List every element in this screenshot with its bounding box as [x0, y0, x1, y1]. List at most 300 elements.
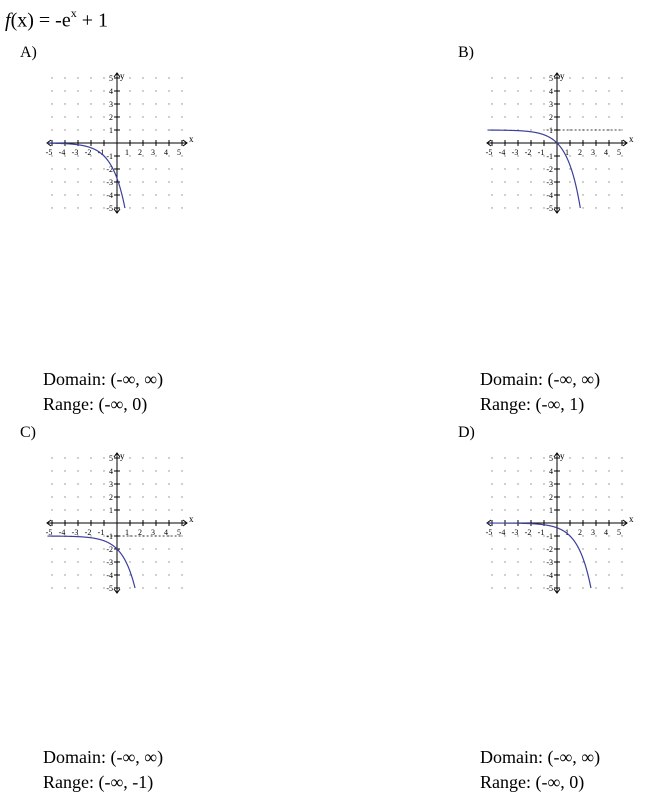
grid-dot: [517, 168, 518, 169]
x-tick-label: 3: [591, 528, 595, 537]
grid-dot: [582, 457, 583, 458]
grid-dot: [129, 548, 130, 549]
grid-dot: [142, 155, 143, 156]
grid-dot: [517, 561, 518, 562]
grid-dot: [129, 535, 130, 536]
x-tick-label: 1: [565, 148, 569, 157]
option-c-label[interactable]: C): [20, 424, 36, 441]
grid-dot: [155, 483, 156, 484]
grid-dot: [569, 483, 570, 484]
grid-dot: [491, 587, 492, 588]
grid-dot: [608, 90, 609, 91]
grid-dot: [64, 548, 65, 549]
option-a-domain: Domain: (-∞, ∞): [43, 369, 164, 389]
grid-dot: [491, 509, 492, 510]
y-tick-label: -5: [546, 584, 553, 593]
grid-dot: [129, 587, 130, 588]
grid-dot: [621, 103, 622, 104]
y-tick-label: -2: [106, 165, 113, 174]
grid-dot: [90, 483, 91, 484]
option-c-info: [43, 745, 163, 795]
grid-dot: [608, 168, 609, 169]
grid-dot: [491, 77, 492, 78]
grid-dot: [64, 509, 65, 510]
grid-dot: [569, 561, 570, 562]
grid-dot: [582, 168, 583, 169]
grid-dot: [77, 116, 78, 117]
grid-dot: [168, 496, 169, 497]
grid-dot: [64, 574, 65, 575]
grid-dot: [129, 90, 130, 91]
grid-dot: [582, 496, 583, 497]
grid-dot: [582, 574, 583, 575]
grid-dot: [543, 116, 544, 117]
grid-dot: [142, 181, 143, 182]
y-tick-label: 5: [109, 74, 113, 83]
grid-dot: [142, 90, 143, 91]
grid-dot: [181, 561, 182, 562]
grid-dot: [168, 561, 169, 562]
grid-dot: [491, 181, 492, 182]
grid-dot: [543, 483, 544, 484]
grid-dot: [608, 548, 609, 549]
grid-dot: [142, 103, 143, 104]
grid-dot: [168, 103, 169, 104]
grid-dot: [90, 90, 91, 91]
grid-dot: [621, 207, 622, 208]
grid-dot: [181, 457, 182, 458]
function-equals: = -e: [33, 9, 71, 32]
grid-dot: [51, 470, 52, 471]
x-tick-label: 5: [177, 148, 181, 157]
grid-dot: [103, 548, 104, 549]
grid-dot: [181, 470, 182, 471]
grid-dot: [595, 496, 596, 497]
grid-dot: [504, 457, 505, 458]
x-tick-label: -1: [97, 528, 105, 537]
grid-dot: [530, 483, 531, 484]
grid-dot: [595, 483, 596, 484]
grid-dot: [51, 548, 52, 549]
y-tick-label: 4: [109, 467, 113, 476]
grid-dot: [595, 587, 596, 588]
grid-dot: [530, 168, 531, 169]
x-tick-label: 5: [617, 148, 621, 157]
grid-dot: [517, 181, 518, 182]
grid-dot: [181, 181, 182, 182]
option-d-graph: [480, 448, 640, 598]
grid-dot: [621, 90, 622, 91]
grid-dot: [530, 129, 531, 130]
x-tick-label: -2: [524, 148, 532, 157]
grid-dot: [142, 129, 143, 130]
grid-dot: [608, 181, 609, 182]
grid-dot: [155, 129, 156, 130]
grid-dot: [621, 181, 622, 182]
grid-dot: [168, 457, 169, 458]
x-tick-label: 3: [591, 148, 595, 157]
grid-dot: [491, 90, 492, 91]
grid-dot: [155, 509, 156, 510]
x-tick-label: 5: [177, 528, 181, 537]
grid-dot: [608, 535, 609, 536]
grid-dot: [504, 103, 505, 104]
grid-dot: [504, 90, 505, 91]
grid-dot: [543, 103, 544, 104]
grid-dot: [155, 470, 156, 471]
y-tick-label: -5: [106, 204, 113, 213]
grid-dot: [168, 116, 169, 117]
grid-dot: [517, 194, 518, 195]
grid-dot: [142, 77, 143, 78]
grid-dot: [168, 470, 169, 471]
grid-dot: [155, 548, 156, 549]
x-tick-label: 5: [617, 528, 621, 537]
grid-dot: [64, 103, 65, 104]
x-tick-label: -1: [97, 148, 105, 157]
grid-dot: [90, 129, 91, 130]
grid-dot: [569, 194, 570, 195]
grid-dot: [504, 509, 505, 510]
grid-dot: [51, 483, 52, 484]
grid-dot: [621, 574, 622, 575]
grid-dot: [103, 574, 104, 575]
grid-dot: [64, 483, 65, 484]
grid-dot: [155, 587, 156, 588]
grid-dot: [64, 207, 65, 208]
y-tick-label: 4: [109, 87, 113, 96]
x-tick-label: -5: [45, 148, 53, 157]
grid-dot: [155, 168, 156, 169]
grid-dot: [491, 574, 492, 575]
grid-dot: [90, 168, 91, 169]
grid-dot: [103, 116, 104, 117]
grid-dot: [51, 207, 52, 208]
grid-dot: [155, 181, 156, 182]
option-d-label[interactable]: D): [458, 424, 475, 441]
option-b-range: Range: (-∞, 1): [480, 394, 585, 414]
grid-dot: [64, 181, 65, 182]
grid-dot: [129, 103, 130, 104]
grid-dot: [103, 457, 104, 458]
grid-dot: [181, 483, 182, 484]
x-axis-label: x: [189, 134, 194, 144]
option-a-graph: [40, 68, 200, 218]
grid-dot: [129, 129, 130, 130]
grid-dot: [504, 116, 505, 117]
x-tick-label: 2: [138, 148, 142, 157]
grid-dot: [582, 509, 583, 510]
grid-dot: [491, 561, 492, 562]
grid-dot: [504, 168, 505, 169]
grid-dot: [181, 77, 182, 78]
grid-dot: [608, 561, 609, 562]
grid-dot: [530, 470, 531, 471]
y-tick-label: -3: [546, 558, 553, 567]
grid-dot: [569, 457, 570, 458]
x-tick-label: -3: [511, 148, 519, 157]
grid-dot: [51, 496, 52, 497]
grid-dot: [621, 509, 622, 510]
grid-dot: [595, 155, 596, 156]
grid-dot: [504, 587, 505, 588]
grid-dot: [569, 129, 570, 130]
grid-dot: [582, 155, 583, 156]
grid-dot: [621, 587, 622, 588]
grid-dot: [155, 116, 156, 117]
grid-dot: [517, 496, 518, 497]
grid-dot: [569, 548, 570, 549]
y-tick-label: -1: [106, 152, 113, 161]
grid-dot: [517, 470, 518, 471]
grid-dot: [64, 168, 65, 169]
grid-dot: [51, 168, 52, 169]
grid-dot: [608, 103, 609, 104]
grid-dot: [181, 574, 182, 575]
grid-dot: [90, 496, 91, 497]
grid-dot: [504, 496, 505, 497]
x-tick-label: 4: [164, 148, 168, 157]
grid-dot: [129, 457, 130, 458]
grid-dot: [530, 496, 531, 497]
x-tick-label: 2: [138, 528, 142, 537]
grid-dot: [181, 194, 182, 195]
grid-dot: [142, 548, 143, 549]
grid-dot: [129, 155, 130, 156]
grid-dot: [103, 103, 104, 104]
option-c-range: Range: (-∞, -1): [43, 772, 154, 792]
grid-dot: [582, 77, 583, 78]
x-tick-label: 1: [125, 528, 129, 537]
grid-dot: [51, 561, 52, 562]
grid-dot: [168, 483, 169, 484]
grid-dot: [168, 129, 169, 130]
grid-dot: [504, 194, 505, 195]
option-a-range: Range: (-∞, 0): [43, 394, 148, 414]
grid-dot: [155, 155, 156, 156]
grid-dot: [569, 470, 570, 471]
grid-dot: [181, 168, 182, 169]
grid-dot: [504, 561, 505, 562]
grid-dot: [155, 496, 156, 497]
grid-dot: [530, 548, 531, 549]
grid-dot: [530, 587, 531, 588]
grid-dot: [90, 587, 91, 588]
grid-dot: [51, 116, 52, 117]
grid-dot: [608, 207, 609, 208]
function-curve: [487, 130, 580, 208]
x-tick-label: 1: [565, 528, 569, 537]
grid-dot: [90, 509, 91, 510]
grid-dot: [582, 90, 583, 91]
y-tick-label: -3: [106, 178, 113, 187]
grid-dot: [51, 574, 52, 575]
grid-dot: [530, 181, 531, 182]
grid-dot: [517, 587, 518, 588]
grid-dot: [142, 561, 143, 562]
y-tick-label: 2: [549, 493, 553, 502]
grid-dot: [530, 574, 531, 575]
grid-dot: [90, 194, 91, 195]
option-d-domain: Domain: (-∞, ∞): [480, 747, 601, 767]
grid-dot: [103, 90, 104, 91]
grid-dot: [491, 548, 492, 549]
grid-dot: [129, 207, 130, 208]
y-tick-label: 3: [109, 480, 113, 489]
x-tick-label: -2: [84, 148, 92, 157]
x-tick-label: -1: [537, 148, 545, 157]
grid-dot: [595, 168, 596, 169]
grid-dot: [155, 561, 156, 562]
grid-dot: [129, 561, 130, 562]
grid-dot: [582, 470, 583, 471]
y-tick-label: 3: [549, 480, 553, 489]
grid-dot: [77, 509, 78, 510]
option-b-graph: [480, 68, 640, 218]
grid-dot: [530, 509, 531, 510]
grid-dot: [595, 509, 596, 510]
grid-dot: [530, 207, 531, 208]
grid-dot: [77, 470, 78, 471]
grid-dot: [51, 181, 52, 182]
grid-dot: [129, 194, 130, 195]
grid-dot: [142, 587, 143, 588]
grid-dot: [168, 155, 169, 156]
grid-dot: [608, 496, 609, 497]
y-axis-label: y: [560, 451, 565, 461]
x-tick-label: -3: [71, 148, 79, 157]
grid-dot: [582, 116, 583, 117]
y-tick-label: -1: [546, 532, 553, 541]
y-axis-label: y: [120, 451, 125, 461]
grid-dot: [103, 129, 104, 130]
grid-dot: [168, 168, 169, 169]
x-axis-label: x: [189, 514, 194, 524]
grid-dot: [90, 548, 91, 549]
grid-dot: [621, 155, 622, 156]
grid-dot: [168, 77, 169, 78]
grid-dot: [129, 77, 130, 78]
grid-dot: [621, 535, 622, 536]
y-tick-label: 1: [549, 506, 553, 515]
grid-dot: [142, 574, 143, 575]
grid-dot: [595, 90, 596, 91]
y-tick-label: -2: [546, 545, 553, 554]
grid-dot: [608, 587, 609, 588]
grid-dot: [569, 103, 570, 104]
y-tick-label: 2: [549, 113, 553, 122]
grid-dot: [491, 207, 492, 208]
grid-dot: [181, 207, 182, 208]
grid-dot: [90, 561, 91, 562]
grid-dot: [543, 509, 544, 510]
grid-dot: [543, 548, 544, 549]
grid-dot: [517, 457, 518, 458]
grid-dot: [77, 496, 78, 497]
grid-dot: [595, 457, 596, 458]
grid-dot: [181, 496, 182, 497]
grid-dot: [142, 509, 143, 510]
x-tick-label: -1: [537, 528, 545, 537]
grid-dot: [77, 77, 78, 78]
grid-dot: [142, 194, 143, 195]
grid-dot: [491, 457, 492, 458]
grid-dot: [569, 116, 570, 117]
grid-dot: [64, 470, 65, 471]
grid-dot: [595, 116, 596, 117]
grid-dot: [129, 470, 130, 471]
grid-dot: [569, 90, 570, 91]
grid-dot: [103, 194, 104, 195]
grid-dot: [569, 574, 570, 575]
x-tick-label: 3: [151, 148, 155, 157]
grid-dot: [77, 548, 78, 549]
grid-dot: [582, 207, 583, 208]
grid-dot: [129, 168, 130, 169]
grid-dot: [491, 168, 492, 169]
y-tick-label: 2: [109, 113, 113, 122]
grid-dot: [51, 194, 52, 195]
grid-dot: [142, 116, 143, 117]
grid-dot: [595, 103, 596, 104]
grid-dot: [51, 90, 52, 91]
grid-dot: [168, 181, 169, 182]
x-axis-label: x: [629, 514, 634, 524]
grid-dot: [608, 470, 609, 471]
y-tick-label: 3: [109, 100, 113, 109]
x-tick-label: -4: [498, 148, 506, 157]
grid-dot: [181, 116, 182, 117]
grid-dot: [530, 103, 531, 104]
grid-dot: [504, 470, 505, 471]
x-tick-label: 1: [125, 148, 129, 157]
option-b-label[interactable]: B): [458, 44, 474, 61]
grid-dot: [103, 181, 104, 182]
grid-dot: [103, 207, 104, 208]
grid-dot: [530, 77, 531, 78]
grid-dot: [621, 483, 622, 484]
y-tick-label: 5: [549, 74, 553, 83]
grid-dot: [64, 129, 65, 130]
function-argument: (x): [10, 9, 34, 32]
grid-dot: [90, 103, 91, 104]
x-tick-label: -4: [58, 148, 66, 157]
grid-dot: [142, 457, 143, 458]
x-tick-label: -5: [485, 528, 493, 537]
y-tick-label: -4: [106, 571, 113, 580]
x-tick-label: -3: [511, 528, 519, 537]
grid-dot: [517, 103, 518, 104]
grid-dot: [142, 207, 143, 208]
grid-dot: [582, 194, 583, 195]
grid-dot: [90, 181, 91, 182]
grid-dot: [530, 116, 531, 117]
y-tick-label: 3: [549, 100, 553, 109]
option-a-label[interactable]: A): [20, 44, 37, 61]
grid-dot: [90, 470, 91, 471]
grid-dot: [64, 194, 65, 195]
grid-dot: [569, 509, 570, 510]
grid-dot: [181, 90, 182, 91]
grid-dot: [517, 90, 518, 91]
grid-dot: [543, 181, 544, 182]
grid-dot: [517, 548, 518, 549]
grid-dot: [155, 90, 156, 91]
y-tick-label: -4: [546, 191, 553, 200]
grid-dot: [595, 574, 596, 575]
grid-dot: [77, 561, 78, 562]
grid-dot: [582, 587, 583, 588]
